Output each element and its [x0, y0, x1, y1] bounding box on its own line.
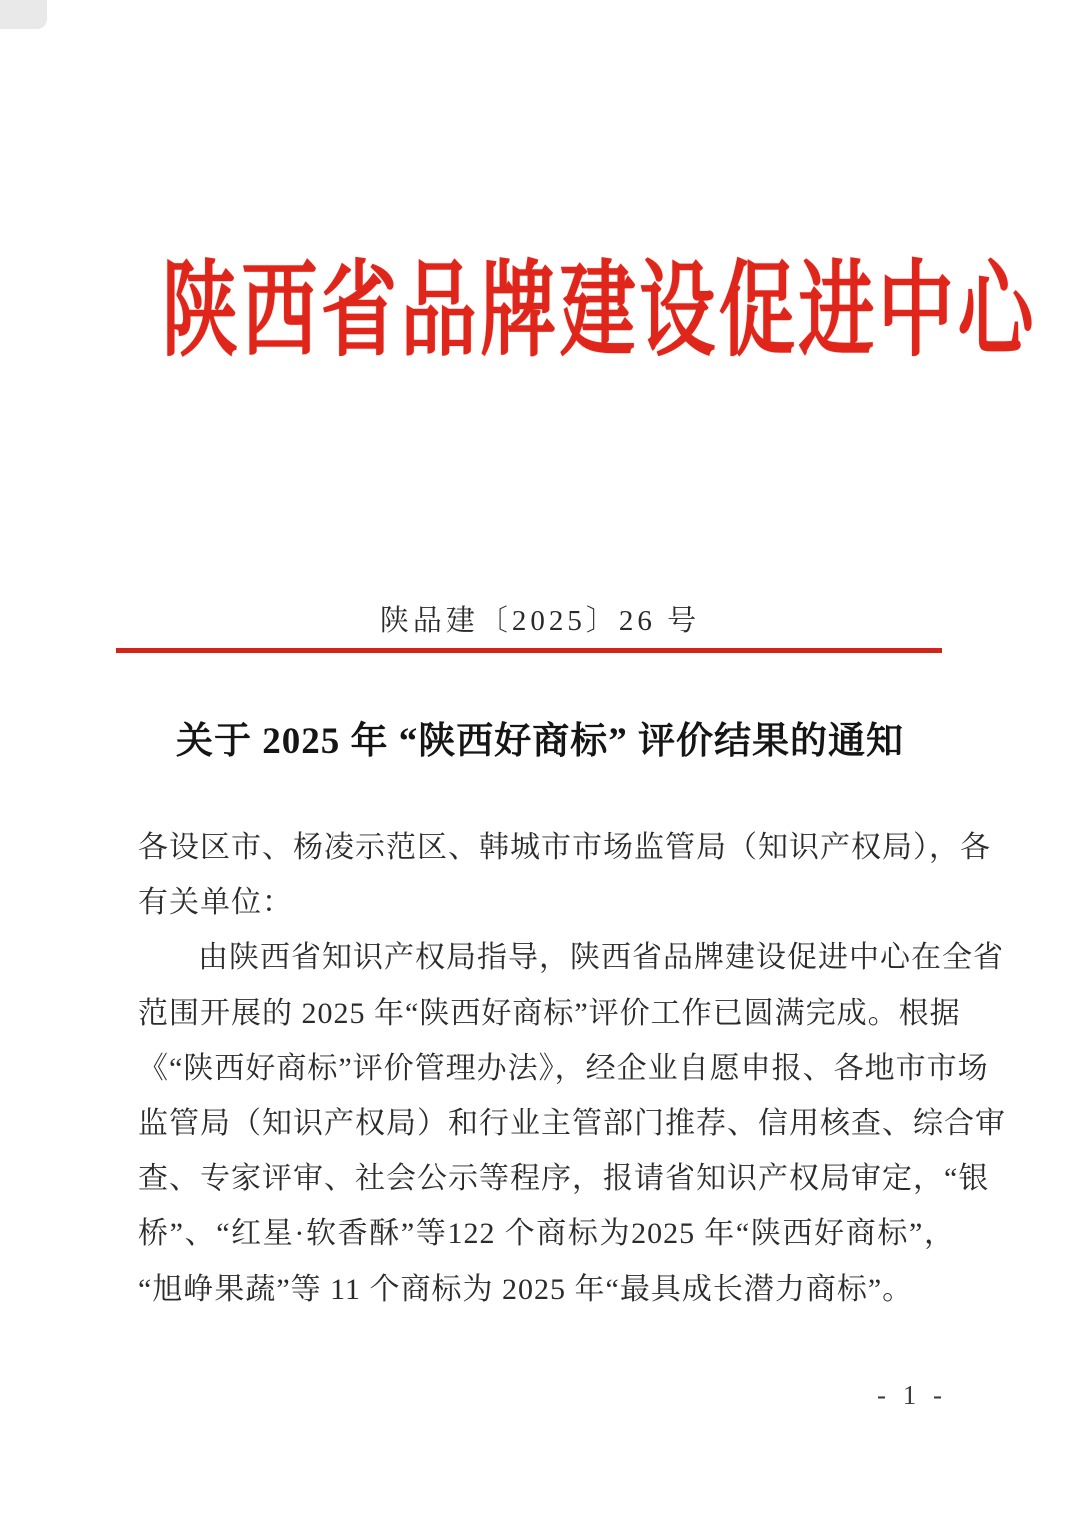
red-divider-rule	[116, 648, 942, 653]
body-text	[138, 820, 1006, 1317]
letterhead	[0, 226, 1080, 376]
notice-title: 关于 2025 年 “陕西好商标” 评价结果的通知	[176, 721, 904, 762]
body-line: 查、专家评审、社会公示等程序，报请省知识产权局审定，“银	[138, 1162, 990, 1196]
letterhead-title: 陕西省品牌建设促进中心	[161, 254, 1038, 369]
scan-artifact	[0, 0, 47, 29]
body-line: 《“陕西好商标”评价管理办法》，经企业自愿申报、各地市市场	[138, 1051, 989, 1085]
body-line: 桥”、“红星·软香酥”等122 个商标为2025 年“陕西好商标”，	[138, 1217, 955, 1251]
body-line: 范围开展的 2025 年“陕西好商标”评价工作已圆满完成。根据	[138, 996, 961, 1030]
body-line: 有关单位：	[138, 886, 293, 920]
page-number: - 1 -	[877, 1380, 947, 1410]
body-line: 由陕西省知识产权局指导，陕西省品牌建设促进中心在全省	[198, 941, 1004, 975]
body-line: 各设区市、杨凌示范区、韩城市市场监管局（知识产权局），各	[138, 831, 991, 864]
body-line: 监管局（知识产权局）和行业主管部门推荐、信用核查、综合审	[138, 1107, 1006, 1141]
body-line: “旭峥果蔬”等 11 个商标为 2025 年“最具成长潜力商标”。	[138, 1272, 914, 1306]
doc-number: 陕品建〔2025〕26 号	[379, 605, 701, 637]
